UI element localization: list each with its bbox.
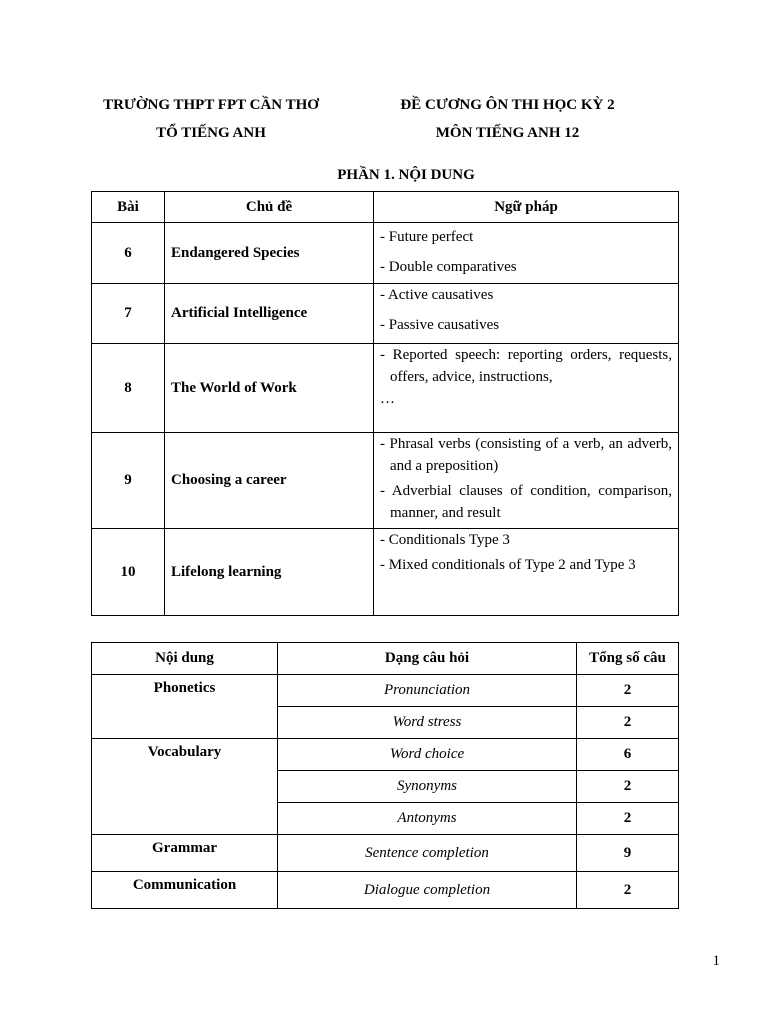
grammar-item: - Active causatives [380,287,494,303]
question-table-header-row [92,643,679,675]
header-total-questions: Tổng số câu [577,643,679,675]
table-row [92,433,679,529]
question-type: Antonyms [278,803,577,835]
topic-name: Artificial Intelligence [165,284,374,344]
department-name: TỔ TIẾNG ANH [156,125,266,141]
grammar-points [374,433,679,529]
content-area: Communication [92,872,278,909]
header-question-type: Dạng câu hỏi [278,643,577,675]
question-type: Pronunciation [278,675,577,707]
content-area: Phonetics [92,675,278,739]
question-count: 2 [577,707,679,739]
lesson-number: 10 [92,529,165,616]
grammar-item: - Double comparatives [380,259,517,275]
content-table-header-row [92,192,679,223]
topic-name: Choosing a career [165,433,374,529]
page-number: 1 [712,953,720,969]
table-row [92,835,679,872]
header-content: Nội dung [92,643,278,675]
table-row [92,284,679,344]
grammar-item: - Mixed conditionals of Type 2 and Type 3 [380,557,636,573]
content-table [91,191,679,616]
grammar-item: - Adverbial clauses of condition, comparison, manner, and result [380,483,672,521]
section-title: PHẦN 1. NỘI DUNG [337,167,475,183]
grammar-item: - Conditionals Type 3 [380,532,510,548]
question-count: 2 [577,872,679,909]
grammar-item: … [380,391,395,407]
grammar-item: - Phrasal verbs (consisting of a verb, an adverb, and a preposition) [380,436,672,474]
grammar-item: - Future perfect [380,229,474,245]
table-row [92,872,679,909]
grammar-points [374,284,679,344]
question-type: Sentence completion [278,835,577,872]
grammar-points [374,529,679,616]
question-count: 2 [577,675,679,707]
grammar-points [374,344,679,433]
document-title: ĐỀ CƯƠNG ÔN THI HỌC KỲ 2 [400,97,615,113]
topic-name: The World of Work [165,344,374,433]
table-row [92,739,679,771]
content-area: Grammar [92,835,278,872]
question-count: 6 [577,739,679,771]
lesson-number: 6 [92,223,165,284]
grammar-item: - Passive causatives [380,317,500,333]
school-name: TRƯỜNG THPT FPT CẦN THƠ [103,97,319,113]
header-lesson: Bài [92,192,165,223]
question-count: 9 [577,835,679,872]
table-row [92,529,679,616]
content-area: Vocabulary [92,739,278,835]
table-row [92,675,679,707]
question-type: Synonyms [278,771,577,803]
question-type: Dialogue completion [278,872,577,909]
header-grammar: Ngữ pháp [374,192,679,223]
table-row [92,223,679,284]
grammar-item: - Reported speech: reporting orders, requests, offers, advice, instructions, [380,347,672,385]
topic-name: Lifelong learning [165,529,374,616]
table-row [92,344,679,433]
document-header [385,91,630,147]
subject-name: MÔN TIẾNG ANH 12 [435,125,580,141]
lesson-number: 7 [92,284,165,344]
question-type: Word stress [278,707,577,739]
question-count: 2 [577,771,679,803]
lesson-number: 9 [92,433,165,529]
header-topic: Chủ đề [165,192,374,223]
question-type: Word choice [278,739,577,771]
grammar-points [374,223,679,284]
question-structure-table [91,642,679,909]
school-header [80,91,342,147]
question-count: 2 [577,803,679,835]
lesson-number: 8 [92,344,165,433]
topic-name: Endangered Species [165,223,374,284]
